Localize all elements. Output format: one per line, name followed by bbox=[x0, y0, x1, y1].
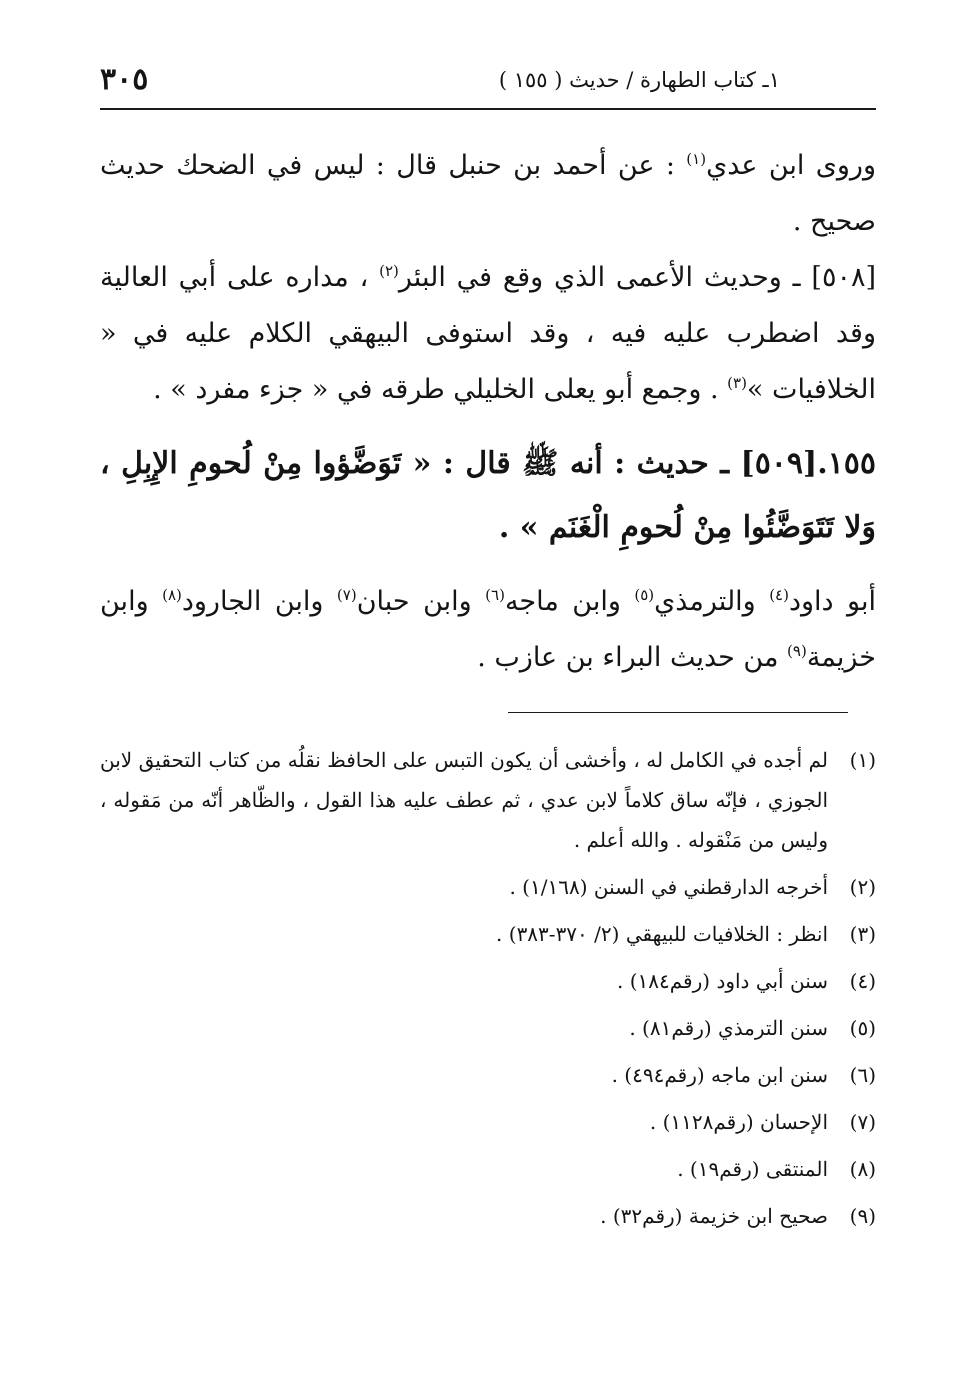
footnote-8 bbox=[100, 1149, 876, 1189]
footnote-ref: (٢) bbox=[379, 262, 399, 280]
hadith-matn: « تَوَضَّؤوا مِنْ لُحومِ الإِبِلِ ، وَلا تَتَوَضَّئُوا مِنْ لُحومِ الْغَنَم » . bbox=[100, 446, 876, 545]
page-header bbox=[100, 62, 876, 106]
footnote-4 bbox=[100, 961, 876, 1001]
footnote-number: (٧) bbox=[849, 1110, 876, 1134]
footnote-9 bbox=[100, 1196, 876, 1236]
footnote-ref: (٣) bbox=[727, 374, 747, 392]
footnote-number: (٢) bbox=[849, 875, 876, 899]
paragraph-sources: أبو داود$^{(٤)}$ والترمذي$^{(٥)}$ وابن ماجه$^{(٦)}$ وابن حبان$^{(٧)}$ وابن الجارود$^{(٨)}$ وابن خزيمة$^{(٩)}$ من حديث البراء بن عازب . bbox=[100, 586, 876, 673]
paragraph-508: [٥٠٨] ـ وحديث الأعمى الذي وقع في البئر$^{(٢)}$ ، مداره على أبي العالية وقد اضطرب عليه فيه ، وقد استوفى البيهقي الكلام عليه في « الخلافيات »$^{(٣)}$ . وجمع أبو يعلى الخليلي طرقه في « جزء مفرد » . bbox=[100, 262, 876, 405]
footnote-text: سنن الترمذي (رقم٨١) . bbox=[629, 1016, 828, 1040]
footnote-ref: (٦) bbox=[485, 586, 505, 604]
footnote-number: (٣) bbox=[849, 922, 876, 946]
footnote-ref: (٧) bbox=[336, 586, 357, 604]
paragraph-ibn-adi: وروى ابن عدي$^{(١)}$ : عن أحمد بن حنبل قال : ليس في الضحك حديث صحيح . bbox=[100, 150, 876, 237]
footnote-text: سنن ابن ماجه (رقم٤٩٤) . bbox=[611, 1063, 828, 1087]
footnote-6 bbox=[100, 1055, 876, 1095]
hadith-intro: ١٥٥.[٥٠٩] ـ حديث : أنه ﷺ قال : bbox=[431, 446, 877, 481]
footnote-ref: (٤) bbox=[769, 586, 789, 604]
header-rule bbox=[100, 108, 876, 110]
footnote-3 bbox=[100, 914, 876, 954]
footnote-number: (٨) bbox=[849, 1157, 876, 1181]
main-text bbox=[100, 138, 876, 686]
footnote-ref: (٨) bbox=[162, 586, 182, 604]
footnote-5 bbox=[100, 1008, 876, 1048]
footnote-ref: (٩) bbox=[787, 642, 807, 660]
footnote-ref: (١) bbox=[686, 150, 707, 168]
footnote-text: لم أجده في الكامل له ، وأخشى أن يكون التبس على الحافظ نقلُه من كتاب التحقيق لابن الجوزي ، فإنّه ساق كلاماً لابن عدي ، ثم عطف عليه هذا القول ، والظّاهر أنّه من مَقوله ، وليس من مَنْقوله . والله أعلم . bbox=[100, 748, 828, 852]
footnote-text: المنتقى (رقم١٩) . bbox=[677, 1157, 828, 1181]
footnote-text: أخرجه الدارقطني في السنن (١/١٦٨) . bbox=[509, 875, 828, 899]
footnote-ref: (٥) bbox=[634, 586, 655, 604]
footnote-text: انظر : الخلافيات للبيهقي (٢/ ٣٧٠-٣٨٣) . bbox=[496, 922, 828, 946]
footnote-7 bbox=[100, 1102, 876, 1142]
footnote-number: (٩) bbox=[849, 1204, 876, 1228]
footnote-number: (٥) bbox=[849, 1016, 876, 1040]
footnote-separator bbox=[508, 712, 848, 713]
footnote-text: سنن أبي داود (رقم١٨٤) . bbox=[616, 969, 828, 993]
footnote-text: الإحسان (رقم١١٢٨) . bbox=[649, 1110, 828, 1134]
hadith-heading-155 bbox=[100, 432, 876, 560]
footnotes bbox=[100, 740, 876, 1243]
running-title: ١ـ كتاب الطهارة / حديث ( ١٥٥ ) bbox=[498, 68, 780, 92]
footnote-text: صحيح ابن خزيمة (رقم٣٢) . bbox=[600, 1204, 828, 1228]
page-number: ٣٠٥ bbox=[100, 62, 149, 97]
footnote-number: (١) bbox=[849, 748, 876, 772]
footnote-number: (٤) bbox=[849, 969, 876, 993]
footnote-2 bbox=[100, 867, 876, 907]
footnote-1 bbox=[100, 740, 876, 860]
footnote-number: (٦) bbox=[849, 1063, 876, 1087]
